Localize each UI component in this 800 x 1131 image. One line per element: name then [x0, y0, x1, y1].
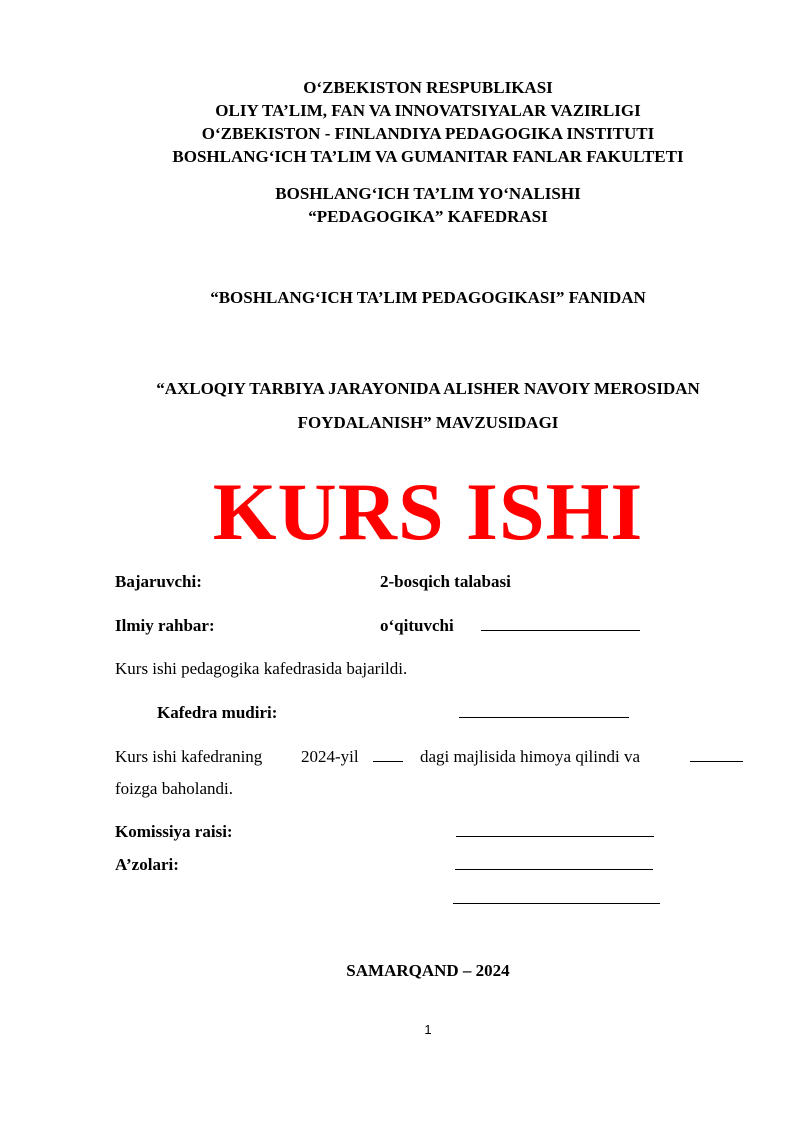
member-signature-line-1: [455, 853, 653, 876]
grade-blank: [690, 745, 743, 768]
head-label: Kafedra mudiri:: [157, 703, 278, 722]
defense-year: 2024-yil: [301, 747, 359, 766]
direction-line: BOSHLANG‘ICH TA’LIM YO‘NALISHI: [275, 184, 581, 203]
defense-text-3: foizga baholandi.: [115, 779, 234, 798]
head-signature-line: [459, 701, 629, 724]
supervisor-value: o‘qituvchi: [380, 616, 454, 635]
members-label: A’zolari:: [115, 855, 179, 874]
topic-block: [0, 372, 800, 440]
topic-line-2: FOYDALANISH” MAVZUSIDAGI: [297, 413, 559, 432]
performer-label: Bajaruvchi:: [115, 572, 202, 591]
performer-value: 2-bosqich talabasi: [380, 572, 511, 591]
commission-signature-line: [456, 820, 654, 843]
header-line-4: BOSHLANG‘ICH TA’LIM VA GUMANITAR FANLAR FAKULTETI: [172, 147, 684, 166]
city-year: SAMARQAND – 2024: [346, 961, 510, 980]
subject-line: “BOSHLANG‘ICH TA’LIM PEDAGOGIKASI” FANIDAN: [210, 288, 646, 307]
ministry-header: [0, 76, 800, 168]
defense-text-1: Kurs ishi kafedraning: [115, 747, 263, 766]
department-header: [0, 182, 800, 228]
defense-text-2: dagi majlisida himoya qilindi va: [420, 747, 641, 766]
supervisor-signature-line: [481, 614, 640, 637]
department-line: “PEDAGOGIKA” KAFEDRASI: [308, 207, 548, 226]
completed-text: Kurs ishi pedagogika kafedrasida bajarildi.: [115, 659, 408, 678]
topic-line-1: “AXLOQIY TARBIYA JARAYONIDA ALISHER NAVOIY MEROSIDAN: [156, 379, 700, 398]
page-number: 1: [424, 1022, 432, 1037]
member-signature-line-2: [453, 887, 660, 910]
document-title: KURS ISHI: [212, 466, 644, 557]
supervisor-label: Ilmiy rahbar:: [115, 616, 215, 635]
defense-date-blank: [373, 745, 403, 768]
commission-label: Komissiya raisi:: [115, 822, 233, 841]
header-line-1: O‘ZBEKISTON RESPUBLIKASI: [303, 78, 553, 97]
header-line-2: OLIY TA’LIM, FAN VA INNOVATSIYALAR VAZIRLIGI: [215, 101, 641, 120]
header-line-3: O‘ZBEKISTON - FINLANDIYA PEDAGOGIKA INSTITUTI: [201, 124, 655, 143]
